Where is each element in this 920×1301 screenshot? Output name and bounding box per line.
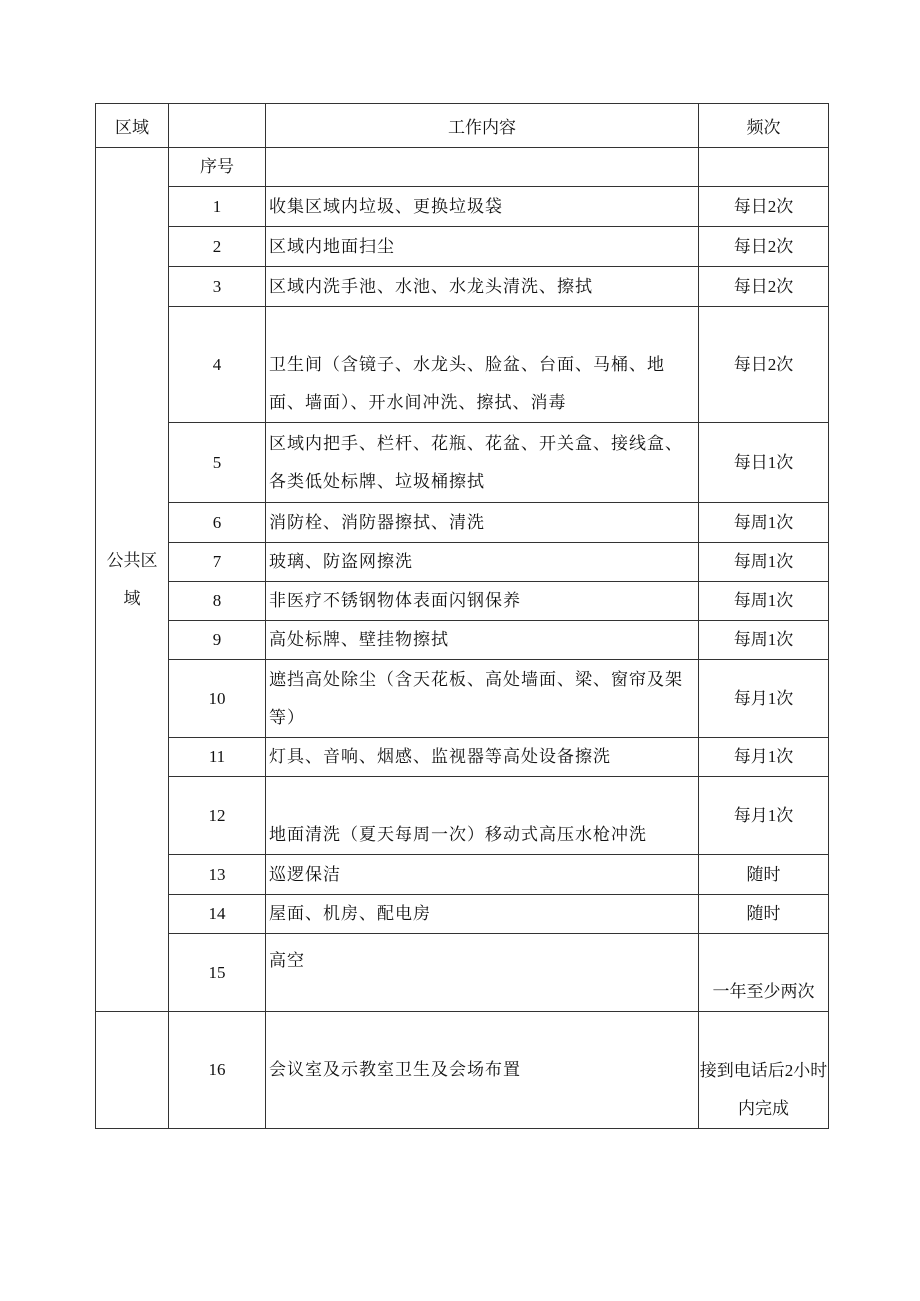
row-number: 11 [169,738,266,777]
table-row [96,934,829,1012]
row-content: 地面清洗（夏天每周一次）移动式高压水枪冲洗 [266,777,699,855]
row-frequency: 每日2次 [699,307,829,423]
table-row [96,855,829,895]
table-row [96,187,829,227]
table-row [96,307,829,423]
table-row [96,1012,829,1129]
table-row [96,621,829,660]
row-frequency: 随时 [699,855,829,895]
row-number: 13 [169,855,266,895]
row-number: 10 [169,660,266,738]
table-row [96,227,829,267]
row-content: 高处标牌、壁挂物擦拭 [266,621,699,660]
seq-header-row [96,148,829,187]
row-content: 屋面、机房、配电房 [266,895,699,934]
table-row [96,423,829,503]
row-frequency: 每日2次 [699,267,829,307]
header-empty [169,104,266,148]
area-cell [96,148,169,1012]
table-row [96,543,829,582]
row-frequency: 一年至少两次 [699,934,829,1012]
area-cell-empty [96,1012,169,1129]
row-number: 2 [169,227,266,267]
header-row [96,104,829,148]
row-number: 9 [169,621,266,660]
row-content: 非医疗不锈钢物体表面闪钢保养 [266,582,699,621]
area-name: 公共区域 [106,550,158,608]
row-content: 区域内把手、栏杆、花瓶、花盆、开关盒、接线盒、各类低处标牌、垃圾桶擦拭 [266,423,699,503]
row-content: 收集区域内垃圾、更换垃圾袋 [266,187,699,227]
row-content: 区域内地面扫尘 [266,227,699,267]
header-frequency: 频次 [699,104,829,148]
header-seq: 序号 [169,148,266,187]
row-number: 5 [169,423,266,503]
row-frequency: 每周1次 [699,543,829,582]
row-number: 15 [169,934,266,1012]
row-content: 会议室及示教室卫生及会场布置 [266,1012,699,1129]
row-frequency: 每日2次 [699,187,829,227]
row-frequency: 每月1次 [699,777,829,855]
row-number: 7 [169,543,266,582]
row-number: 3 [169,267,266,307]
row-content: 巡逻保洁 [266,855,699,895]
row-number: 4 [169,307,266,423]
row-content: 高空 [266,934,699,1012]
row-frequency: 每月1次 [699,660,829,738]
cleaning-schedule-table [95,103,829,1129]
row-frequency: 每日1次 [699,423,829,503]
row-frequency: 随时 [699,895,829,934]
table-row [96,503,829,543]
row-frequency: 每月1次 [699,738,829,777]
row-frequency: 每周1次 [699,503,829,543]
row-frequency: 每周1次 [699,582,829,621]
row-frequency: 每周1次 [699,621,829,660]
row-content: 灯具、音响、烟感、监视器等高处设备擦洗 [266,738,699,777]
row-content: 区域内洗手池、水池、水龙头清洗、擦拭 [266,267,699,307]
row-number: 1 [169,187,266,227]
row-number: 6 [169,503,266,543]
row-frequency: 接到电话后2小时内完成 [699,1012,829,1129]
table-row [96,895,829,934]
row-number: 12 [169,777,266,855]
empty-cell [699,148,829,187]
table-row [96,660,829,738]
table-row [96,777,829,855]
empty-cell [266,148,699,187]
header-content: 工作内容 [266,104,699,148]
row-content: 玻璃、防盗网擦洗 [266,543,699,582]
row-content: 卫生间（含镜子、水龙头、脸盆、台面、马桶、地面、墙面）、开水间冲洗、擦拭、消毒 [266,307,699,423]
row-number: 8 [169,582,266,621]
table-row [96,267,829,307]
row-content: 遮挡高处除尘（含天花板、高处墙面、梁、窗帘及架等） [266,660,699,738]
row-content: 消防栓、消防器擦拭、清洗 [266,503,699,543]
row-number: 14 [169,895,266,934]
row-number: 16 [169,1012,266,1129]
table-row [96,582,829,621]
header-area: 区域 [96,104,169,148]
table-row [96,738,829,777]
row-frequency: 每日2次 [699,227,829,267]
